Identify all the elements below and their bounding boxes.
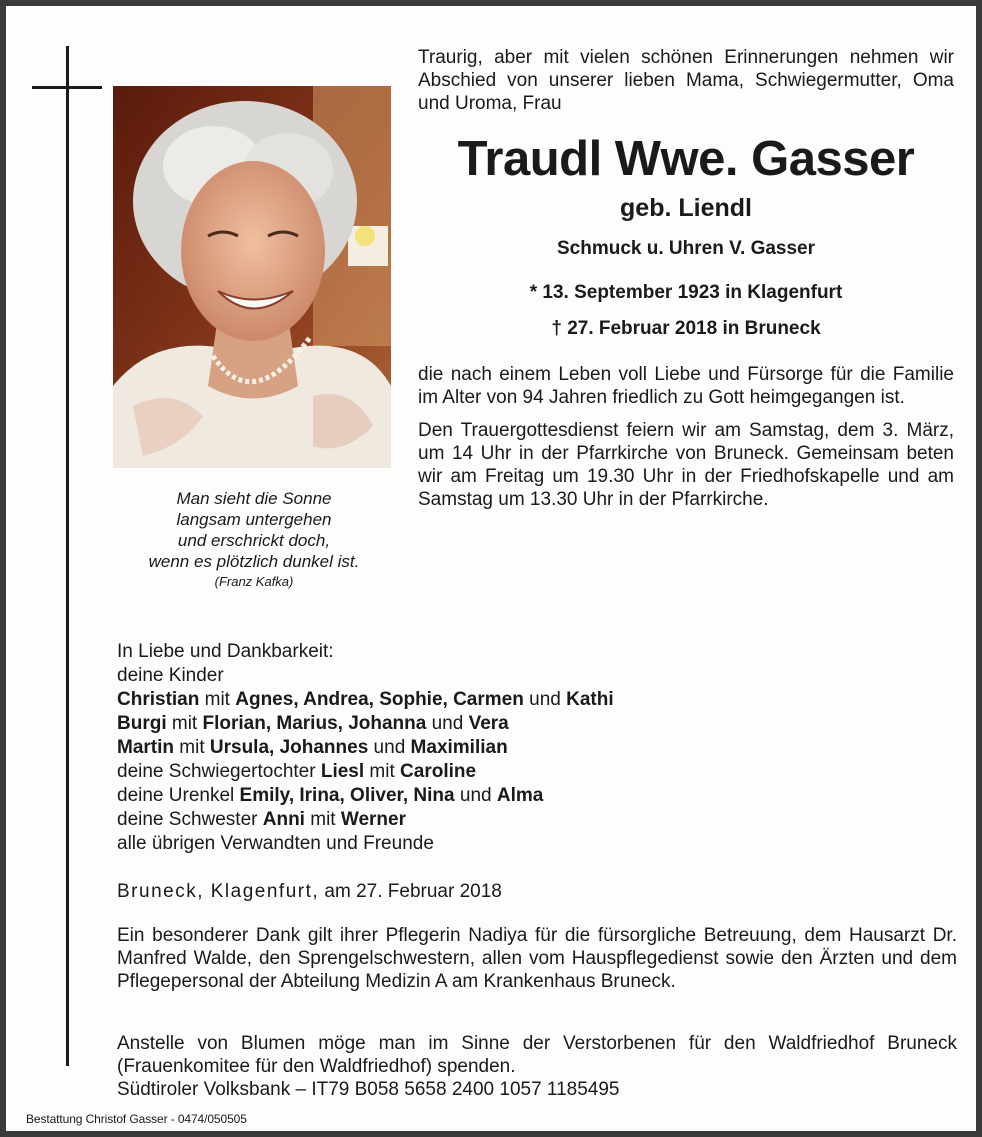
company-name: Schmuck u. Uhren V. Gasser [556,238,816,259]
connector: mit [199,689,236,710]
family-line: alle übrigen Verwandten und Freunde [117,833,434,854]
family-line [117,736,957,760]
quote-line: und erschrickt doch, [177,531,331,550]
relation: deine Schwiegertochter [117,761,321,782]
children-label: deine Kinder [117,665,224,686]
family-heading: In Liebe und Dankbarkeit: [117,641,334,662]
death-date: † 27. Februar 2018 in Bruneck [551,318,821,339]
family-member: Caroline [400,761,477,782]
bank-details: Südtiroler Volksbank – IT79 B058 5658 2400 1057 1185495 [117,1079,620,1100]
intro-text: Traurig, aber mit vielen schönen Erinnerungen nehmen wir Abschied von unserer lieben Mama, Schwiegermutter, Oma und Uroma, Frau [418,47,954,114]
connector: mit [166,713,203,734]
donation-block [117,1032,957,1101]
connector: mit [304,809,341,830]
announcement-column [418,46,954,511]
thanks-text: Ein besonderer Dank gilt ihrer Pflegerin Nadiya für die fürsorgliche Betreuung, dem Hausarzt Dr. Manfred Walde, den Sprengelschwestern, allen vom Hauspflegedienst sowie den Ärzten und dem Pflegepersonal der Abteilung Medizin A am Krankenhaus Bruneck. [117,925,957,992]
connector: und [368,737,411,758]
quote-line: wenn es plötzlich dunkel ist. [148,552,360,571]
donation-text: Anstelle von Blumen möge man im Sinne der Verstorbenen für den Waldfriedhof Bruneck (Frauenkomitee für den Waldfriedhof) spenden. [117,1033,957,1077]
family-list [117,640,957,856]
deceased-name: Traudl Wwe. Gasser [457,132,915,186]
birth-name: geb. Liendl [620,194,752,222]
family-member: Burgi [117,713,167,734]
family-member: Kathi [566,689,614,710]
service-text: Den Trauergottesdienst feiern wir am Samstag, dem 3. März, um 14 Uhr in der Pfarrkirche von Bruneck. Gemeinsam beten wir am Freitag um 19.30 Uhr in der Friedhofskapelle und am Samstag um 13.30 Uhr in der Pfarrkirche. [418,420,954,510]
family-member: Emily, Irina, Oliver, Nina [239,785,455,806]
family-member: Vera [468,713,509,734]
connector: und [426,713,469,734]
funeral-home-footer: Bestattung Christof Gasser - 0474/050505 [26,1112,247,1126]
quote-author: (Franz Kafka) [214,574,294,589]
family-line [117,784,957,808]
cross-icon-bar [32,86,102,89]
quote-line: langsam untergehen [176,510,332,529]
family-line [117,688,957,712]
life-text: die nach einem Leben voll Liebe und Fürsorge für die Familie im Alter von 94 Jahren friedlich zu Gott heimgegangen ist. [418,364,954,408]
family-member: Alma [496,785,544,806]
family-member: Werner [340,809,406,830]
relation: deine Schwester [117,809,263,830]
connector: und [523,689,567,710]
portrait-illustration [113,86,391,468]
family-line [117,760,957,784]
family-member: Agnes, Andrea, Sophie, Carmen [235,689,524,710]
family-member: Ursula, Johannes [209,737,369,758]
family-member: Liesl [320,761,365,782]
cross-icon [66,46,69,1066]
connector: und [454,785,497,806]
family-member: Anni [262,809,305,830]
family-member: Martin [117,737,174,758]
places: Bruneck, Klagenfurt, [117,881,320,902]
relation: deine Urenkel [117,785,240,806]
quote [116,488,392,592]
connector: mit [364,761,401,782]
family-member: Florian, Marius, Johanna [202,713,427,734]
family-line [117,808,957,832]
birth-date: * 13. September 1923 in Klagenfurt [529,282,843,303]
family-member: Christian [117,689,200,710]
quote-line: Man sieht die Sonne [176,489,332,508]
family-member: Maximilian [410,737,508,758]
portrait-photo [113,86,391,468]
family-line [117,712,957,736]
connector: mit [174,737,210,758]
date: am 27. Februar 2018 [319,881,502,902]
place-date [117,880,502,904]
